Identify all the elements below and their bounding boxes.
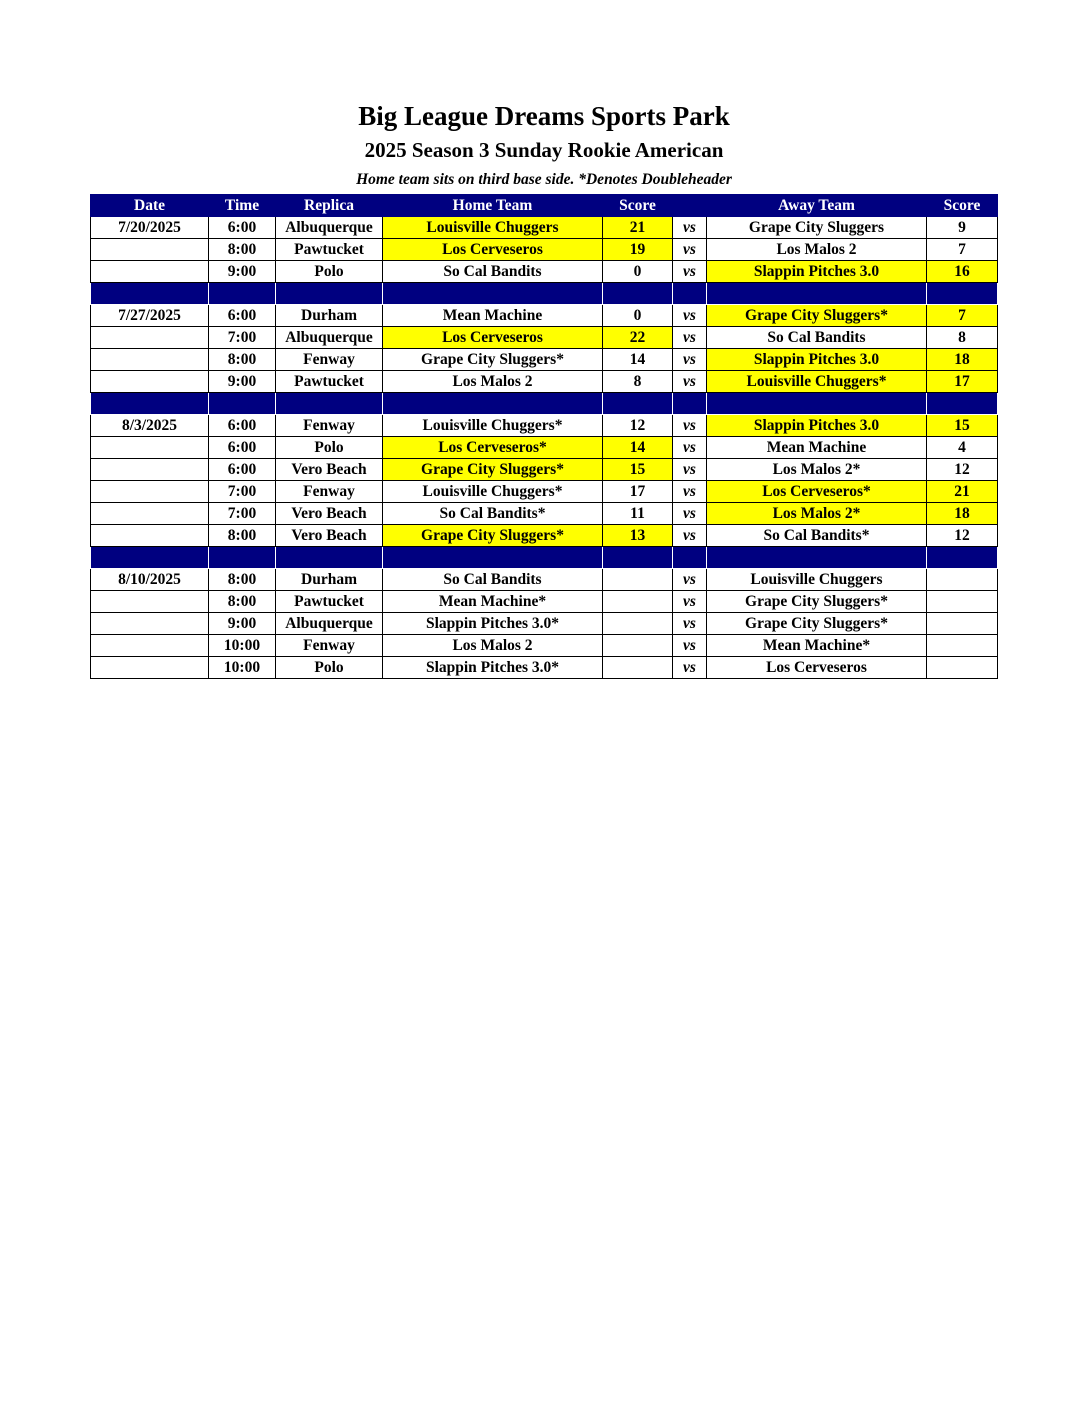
date-cell bbox=[91, 613, 209, 635]
separator-cell bbox=[707, 283, 927, 305]
replica-cell: Pawtucket bbox=[276, 591, 383, 613]
home-score-cell bbox=[603, 613, 673, 635]
replica-cell: Fenway bbox=[276, 481, 383, 503]
away-score-cell: 7 bbox=[927, 239, 998, 261]
separator-cell bbox=[603, 547, 673, 569]
week-separator bbox=[91, 393, 998, 415]
away-team-cell: Los Malos 2* bbox=[707, 459, 927, 481]
vs-cell: vs bbox=[673, 459, 707, 481]
time-cell: 6:00 bbox=[209, 415, 276, 437]
table-row bbox=[91, 635, 998, 657]
replica-cell: Vero Beach bbox=[276, 459, 383, 481]
date-cell bbox=[91, 239, 209, 261]
date-cell: 8/3/2025 bbox=[91, 415, 209, 437]
separator-cell bbox=[707, 393, 927, 415]
away-score-cell: 12 bbox=[927, 525, 998, 547]
separator-cell bbox=[927, 283, 998, 305]
away-score-cell: 7 bbox=[927, 305, 998, 327]
home-team-cell: Slappin Pitches 3.0* bbox=[383, 657, 603, 679]
page-subtitle: 2025 Season 3 Sunday Rookie American bbox=[364, 138, 724, 162]
date-cell: 7/20/2025 bbox=[91, 217, 209, 239]
away-score-cell: 8 bbox=[927, 327, 998, 349]
away-score-cell: 4 bbox=[927, 437, 998, 459]
replica-cell: Durham bbox=[276, 569, 383, 591]
time-cell: 8:00 bbox=[209, 239, 276, 261]
vs-cell: vs bbox=[673, 327, 707, 349]
home-score-cell: 0 bbox=[603, 261, 673, 283]
home-team-cell: Louisville Chuggers* bbox=[383, 415, 603, 437]
away-team-cell: So Cal Bandits* bbox=[707, 525, 927, 547]
home-score-cell: 14 bbox=[603, 349, 673, 371]
home-team-cell: Los Cerveseros bbox=[383, 239, 603, 261]
home-score-cell: 11 bbox=[603, 503, 673, 525]
col-header-date: Date bbox=[91, 195, 209, 217]
table-row bbox=[91, 349, 998, 371]
col-header-vs bbox=[673, 195, 707, 217]
away-score-cell: 18 bbox=[927, 349, 998, 371]
home-score-cell: 21 bbox=[603, 217, 673, 239]
week-separator bbox=[91, 283, 998, 305]
home-score-cell: 13 bbox=[603, 525, 673, 547]
table-row bbox=[91, 503, 998, 525]
vs-cell: vs bbox=[673, 481, 707, 503]
replica-cell: Vero Beach bbox=[276, 525, 383, 547]
time-cell: 7:00 bbox=[209, 503, 276, 525]
home-score-cell bbox=[603, 635, 673, 657]
away-team-cell: Slappin Pitches 3.0 bbox=[707, 415, 927, 437]
separator-cell bbox=[276, 283, 383, 305]
table-row bbox=[91, 657, 998, 679]
home-team-cell: Louisville Chuggers* bbox=[383, 481, 603, 503]
col-header-away-team: Away Team bbox=[707, 195, 927, 217]
vs-cell: vs bbox=[673, 217, 707, 239]
time-cell: 7:00 bbox=[209, 327, 276, 349]
home-team-cell: Louisville Chuggers bbox=[383, 217, 603, 239]
table-row bbox=[91, 217, 998, 239]
away-team-cell: Los Malos 2* bbox=[707, 503, 927, 525]
away-score-cell: 15 bbox=[927, 415, 998, 437]
schedule-note: Home team sits on third base side. *Denotes Doubleheader bbox=[356, 171, 732, 188]
home-team-cell: So Cal Bandits bbox=[383, 569, 603, 591]
separator-cell bbox=[91, 283, 209, 305]
col-header-time: Time bbox=[209, 195, 276, 217]
date-cell: 7/27/2025 bbox=[91, 305, 209, 327]
home-team-cell: So Cal Bandits* bbox=[383, 503, 603, 525]
home-team-cell: Mean Machine bbox=[383, 305, 603, 327]
separator-cell bbox=[927, 393, 998, 415]
replica-cell: Fenway bbox=[276, 415, 383, 437]
table-row bbox=[91, 459, 998, 481]
away-team-cell: So Cal Bandits bbox=[707, 327, 927, 349]
vs-cell: vs bbox=[673, 371, 707, 393]
away-score-cell: 18 bbox=[927, 503, 998, 525]
date-cell bbox=[91, 591, 209, 613]
vs-cell: vs bbox=[673, 305, 707, 327]
date-cell bbox=[91, 459, 209, 481]
vs-cell: vs bbox=[673, 239, 707, 261]
home-team-cell: So Cal Bandits bbox=[383, 261, 603, 283]
home-team-cell: Los Cerveseros* bbox=[383, 437, 603, 459]
schedule-body bbox=[91, 217, 998, 679]
separator-cell bbox=[927, 547, 998, 569]
time-cell: 8:00 bbox=[209, 569, 276, 591]
away-team-cell: Los Cerveseros bbox=[707, 657, 927, 679]
home-team-cell: Grape City Sluggers* bbox=[383, 525, 603, 547]
table-row bbox=[91, 525, 998, 547]
home-score-cell: 19 bbox=[603, 239, 673, 261]
time-cell: 6:00 bbox=[209, 305, 276, 327]
away-team-cell: Slappin Pitches 3.0 bbox=[707, 349, 927, 371]
time-cell: 9:00 bbox=[209, 261, 276, 283]
time-cell: 10:00 bbox=[209, 635, 276, 657]
away-score-cell: 21 bbox=[927, 481, 998, 503]
away-score-cell bbox=[927, 657, 998, 679]
time-cell: 8:00 bbox=[209, 591, 276, 613]
home-score-cell: 17 bbox=[603, 481, 673, 503]
time-cell: 6:00 bbox=[209, 217, 276, 239]
date-cell bbox=[91, 437, 209, 459]
vs-cell: vs bbox=[673, 261, 707, 283]
vs-cell: vs bbox=[673, 613, 707, 635]
date-cell bbox=[91, 349, 209, 371]
home-team-cell: Mean Machine* bbox=[383, 591, 603, 613]
time-cell: 6:00 bbox=[209, 459, 276, 481]
away-score-cell: 9 bbox=[927, 217, 998, 239]
separator-cell bbox=[91, 547, 209, 569]
home-team-cell: Grape City Sluggers* bbox=[383, 459, 603, 481]
home-score-cell bbox=[603, 657, 673, 679]
home-score-cell: 15 bbox=[603, 459, 673, 481]
time-cell: 8:00 bbox=[209, 349, 276, 371]
vs-cell: vs bbox=[673, 503, 707, 525]
replica-cell: Albuquerque bbox=[276, 217, 383, 239]
table-row bbox=[91, 415, 998, 437]
away-score-cell bbox=[927, 569, 998, 591]
away-team-cell: Mean Machine* bbox=[707, 635, 927, 657]
replica-cell: Albuquerque bbox=[276, 327, 383, 349]
replica-cell: Polo bbox=[276, 437, 383, 459]
separator-cell bbox=[603, 283, 673, 305]
date-cell bbox=[91, 327, 209, 349]
separator-cell bbox=[383, 547, 603, 569]
table-row bbox=[91, 569, 998, 591]
away-score-cell bbox=[927, 591, 998, 613]
away-team-cell: Los Malos 2 bbox=[707, 239, 927, 261]
separator-cell bbox=[209, 283, 276, 305]
separator-cell bbox=[673, 547, 707, 569]
date-cell bbox=[91, 481, 209, 503]
home-score-cell: 22 bbox=[603, 327, 673, 349]
separator-cell bbox=[276, 393, 383, 415]
separator-cell bbox=[276, 547, 383, 569]
replica-cell: Fenway bbox=[276, 635, 383, 657]
replica-cell: Albuquerque bbox=[276, 613, 383, 635]
table-row bbox=[91, 591, 998, 613]
vs-cell: vs bbox=[673, 591, 707, 613]
replica-cell: Vero Beach bbox=[276, 503, 383, 525]
vs-cell: vs bbox=[673, 415, 707, 437]
home-score-cell: 0 bbox=[603, 305, 673, 327]
away-team-cell: Mean Machine bbox=[707, 437, 927, 459]
home-score-cell: 8 bbox=[603, 371, 673, 393]
home-team-cell: Los Cerveseros bbox=[383, 327, 603, 349]
time-cell: 9:00 bbox=[209, 371, 276, 393]
replica-cell: Polo bbox=[276, 657, 383, 679]
vs-cell: vs bbox=[673, 657, 707, 679]
table-row bbox=[91, 327, 998, 349]
time-cell: 7:00 bbox=[209, 481, 276, 503]
table-row bbox=[91, 239, 998, 261]
separator-cell bbox=[383, 393, 603, 415]
separator-cell bbox=[383, 283, 603, 305]
away-team-cell: Grape City Sluggers* bbox=[707, 591, 927, 613]
separator-cell bbox=[209, 393, 276, 415]
replica-cell: Fenway bbox=[276, 349, 383, 371]
home-team-cell: Los Malos 2 bbox=[383, 371, 603, 393]
table-row bbox=[91, 261, 998, 283]
replica-cell: Pawtucket bbox=[276, 239, 383, 261]
vs-cell: vs bbox=[673, 635, 707, 657]
away-score-cell: 12 bbox=[927, 459, 998, 481]
home-score-cell: 12 bbox=[603, 415, 673, 437]
time-cell: 8:00 bbox=[209, 525, 276, 547]
away-team-cell: Grape City Sluggers bbox=[707, 217, 927, 239]
home-team-cell: Slappin Pitches 3.0* bbox=[383, 613, 603, 635]
vs-cell: vs bbox=[673, 437, 707, 459]
date-cell bbox=[91, 503, 209, 525]
col-header-home-team: Home Team bbox=[383, 195, 603, 217]
col-header-home-score: Score bbox=[603, 195, 673, 217]
time-cell: 10:00 bbox=[209, 657, 276, 679]
date-cell bbox=[91, 657, 209, 679]
home-score-cell bbox=[603, 569, 673, 591]
separator-cell bbox=[209, 547, 276, 569]
page-title: Big League Dreams Sports Park bbox=[358, 101, 730, 131]
table-row bbox=[91, 305, 998, 327]
date-cell bbox=[91, 371, 209, 393]
header-row bbox=[91, 195, 998, 217]
away-team-cell: Louisville Chuggers* bbox=[707, 371, 927, 393]
col-header-away-score: Score bbox=[927, 195, 998, 217]
away-team-cell: Slappin Pitches 3.0 bbox=[707, 261, 927, 283]
away-team-cell: Grape City Sluggers* bbox=[707, 613, 927, 635]
date-cell: 8/10/2025 bbox=[91, 569, 209, 591]
separator-cell bbox=[707, 547, 927, 569]
vs-cell: vs bbox=[673, 349, 707, 371]
separator-cell bbox=[673, 283, 707, 305]
home-score-cell: 14 bbox=[603, 437, 673, 459]
away-score-cell bbox=[927, 613, 998, 635]
schedule-table bbox=[90, 194, 998, 679]
date-cell bbox=[91, 635, 209, 657]
separator-cell bbox=[673, 393, 707, 415]
away-team-cell: Los Cerveseros* bbox=[707, 481, 927, 503]
away-score-cell: 17 bbox=[927, 371, 998, 393]
replica-cell: Polo bbox=[276, 261, 383, 283]
vs-cell: vs bbox=[673, 525, 707, 547]
time-cell: 9:00 bbox=[209, 613, 276, 635]
replica-cell: Durham bbox=[276, 305, 383, 327]
week-separator bbox=[91, 547, 998, 569]
table-row bbox=[91, 613, 998, 635]
table-row bbox=[91, 371, 998, 393]
separator-cell bbox=[603, 393, 673, 415]
home-team-cell: Grape City Sluggers* bbox=[383, 349, 603, 371]
vs-cell: vs bbox=[673, 569, 707, 591]
table-row bbox=[91, 481, 998, 503]
away-score-cell bbox=[927, 635, 998, 657]
separator-cell bbox=[91, 393, 209, 415]
home-score-cell bbox=[603, 591, 673, 613]
home-team-cell: Los Malos 2 bbox=[383, 635, 603, 657]
date-cell bbox=[91, 525, 209, 547]
away-team-cell: Grape City Sluggers* bbox=[707, 305, 927, 327]
away-score-cell: 16 bbox=[927, 261, 998, 283]
table-row bbox=[91, 437, 998, 459]
date-cell bbox=[91, 261, 209, 283]
col-header-replica: Replica bbox=[276, 195, 383, 217]
replica-cell: Pawtucket bbox=[276, 371, 383, 393]
time-cell: 6:00 bbox=[209, 437, 276, 459]
away-team-cell: Louisville Chuggers bbox=[707, 569, 927, 591]
